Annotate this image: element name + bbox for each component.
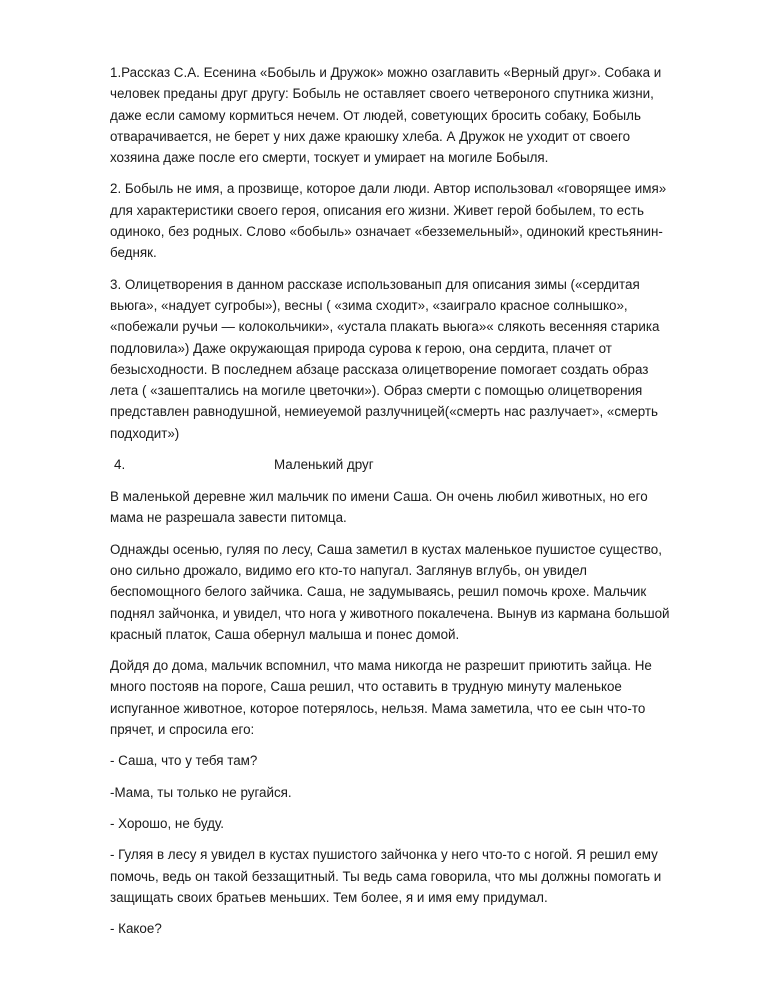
text-line: Дойдя до дома, мальчик вспомнил, что мама никогда не разрешит приютить зайца. Не bbox=[110, 658, 652, 674]
story-paragraph bbox=[110, 539, 710, 645]
text-line: отварачивается, не берет у них даже краюшку хлеба. А Дружок не уходит от своего bbox=[110, 128, 631, 144]
dialogue-line bbox=[110, 750, 710, 771]
text-line: поднял зайчонка, и увидел, что нога у животного покалечена. Вынув из кармана большой bbox=[110, 605, 670, 621]
dialogue-line bbox=[110, 813, 710, 834]
story-heading bbox=[110, 454, 710, 476]
text-line: лета ( «зашептались на могиле цветочки»). Образ смерти с помощью олицетворения bbox=[110, 383, 643, 399]
text-line: В маленькой деревне жил мальчик по имени Саша. Он очень любил животных, но его bbox=[110, 489, 648, 505]
text-line: «побежали ручьи — колокольчики», «устала плакать вьюга»« слякоть весенняя старика bbox=[110, 319, 660, 335]
text-line: даже если самому кормиться нечем. От людей, советующих бросить собаку, Бобыль bbox=[110, 107, 641, 123]
text-line: бедняк. bbox=[110, 245, 157, 261]
story-paragraph bbox=[110, 486, 710, 529]
story-title: Маленький друг bbox=[274, 457, 374, 473]
text-line: защищать своих братьев меньших. Тем более, я и имя ему придумал. bbox=[110, 889, 548, 905]
text-line: хозяина даже после его смерти, тоскует и умирает на могиле Бобыля. bbox=[110, 150, 549, 166]
text-line: - Саша, что у тебя там? bbox=[110, 753, 258, 769]
text-line: Однажды осенью, гуляя по лесу, Саша заметил в кустах маленькое пушистое существо, bbox=[110, 541, 662, 557]
text-line: 1.Рассказ С.А. Есенина «Бобыль и Дружок» можно озаглавить «Верный друг». Собака и bbox=[110, 65, 662, 80]
text-line: человек преданы друг другу: Бобыль не оставляет своего четвероного спутника жизни, bbox=[110, 86, 654, 102]
text-line: представлен равнодушной, немиеуемой разлучницей(«смерть нас разлучает», «смерть bbox=[110, 404, 658, 420]
text-line: 2. Бобыль не имя, а прозвище, которое дали люди. Автор использовал «говорящее имя» bbox=[110, 181, 667, 197]
dialogue-line bbox=[110, 782, 710, 803]
text-line: испуганное животное, которое потерялось, нельзя. Мама заметила, что ее сын что-то bbox=[110, 700, 646, 716]
paragraph-answer-3 bbox=[110, 274, 710, 444]
dialogue-line bbox=[110, 844, 710, 908]
text-line: подходит») bbox=[110, 425, 180, 441]
text-line: 3. Олицетворения в данном рассказе использованып для описания зимы («сердитая bbox=[110, 276, 640, 292]
text-line: красный платок, Саша обернул малыша и понес домой. bbox=[110, 626, 460, 642]
text-line: для характеристики своего героя, описания его жизни. Живет герой бобылем, то есть bbox=[110, 202, 644, 218]
section-number: 4. bbox=[114, 457, 126, 473]
text-line: подловила») Даже окружающая природа сурова к герою, она сердита, плачет от bbox=[110, 340, 612, 356]
text-line: одиноко, без родных. Слово «бобыль» означает «безземельный», одинокий крестьянин- bbox=[110, 224, 663, 240]
text-line: оно сильно дрожало, видимо его кто-то напугал. Заглянув вглубь, он увидел bbox=[110, 562, 587, 578]
text-line: -Мама, ты только не ругайся. bbox=[110, 784, 292, 800]
text-line: прячет, и спросила его: bbox=[110, 722, 255, 738]
text-line: мама не разрешала завести питомца. bbox=[110, 510, 347, 526]
paragraph-answer-2 bbox=[110, 178, 710, 263]
text-line: много постояв на пороге, Саша решил, что оставить в трудную минуту маленькое bbox=[110, 679, 622, 695]
dialogue-line bbox=[110, 918, 710, 939]
text-line: вьюга», «надует сугробы»), весны ( «зима сходит», «заиграло красное солнышко», bbox=[110, 297, 628, 313]
text-line: - Какое? bbox=[110, 921, 162, 937]
document-body bbox=[110, 62, 710, 949]
text-line: помочь, ведь он такой беззащитный. Ты ведь сама говорила, что мы должны помогать и bbox=[110, 868, 662, 884]
story-paragraph bbox=[110, 655, 710, 740]
text-line: безысходности. В последнем абзаце рассказа олицетворение помогает создать образ bbox=[110, 361, 649, 377]
paragraph-answer-1 bbox=[110, 62, 710, 168]
text-line: - Хорошо, не буду. bbox=[110, 815, 225, 831]
text-line: беспомощного белого зайчика. Саша, не задумываясь, решил помочь крохе. Мальчик bbox=[110, 584, 647, 600]
text-line: - Гуляя в лесу я увидел в кустах пушистого зайчонка у него что-то с ногой. Я решил ему bbox=[110, 847, 658, 863]
